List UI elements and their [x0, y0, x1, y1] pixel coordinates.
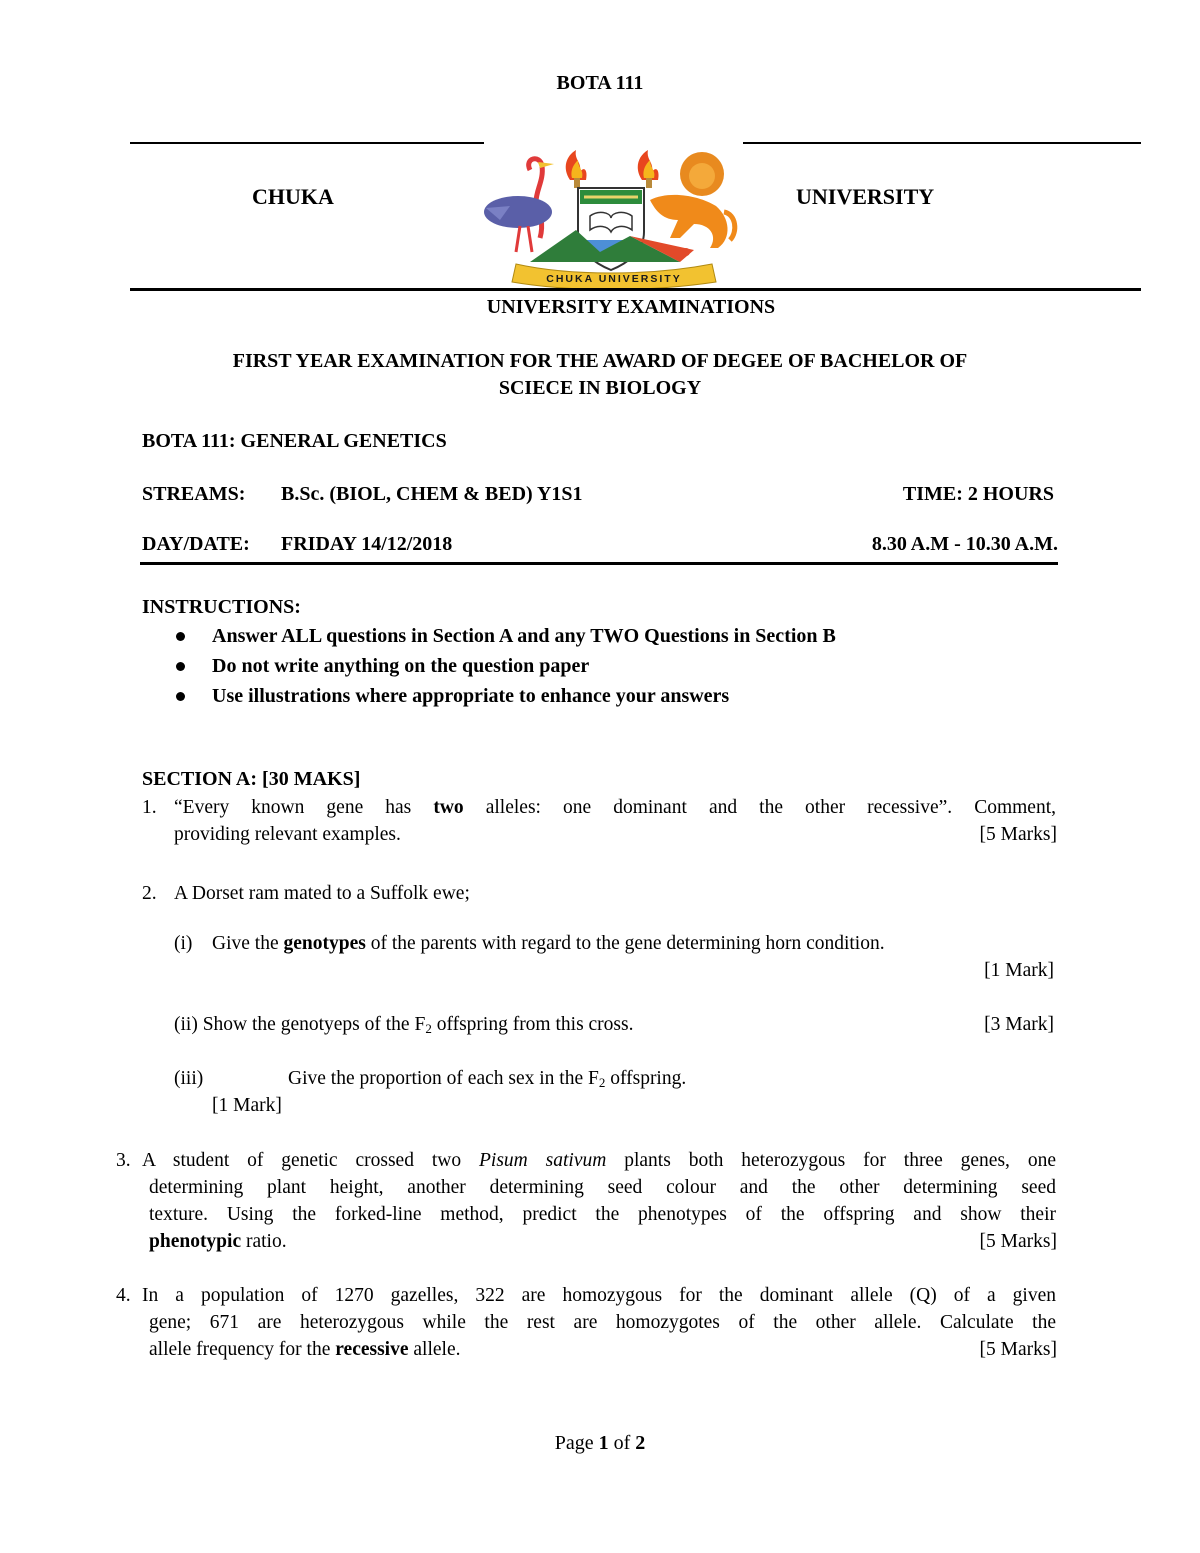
- instructions-heading: INSTRUCTIONS:: [142, 596, 301, 618]
- logo-ribbon-text: CHUKA UNIVERSITY: [546, 273, 682, 285]
- award-line-2: SCIECE IN BIOLOGY: [498, 377, 702, 399]
- question-2-stem: A Dorset ram mated to a Suffolk ewe;: [174, 883, 470, 904]
- question-1-marks: [5 Marks]: [979, 824, 1057, 845]
- question-4-line-3: allele frequency for the recessive allele.: [149, 1339, 461, 1360]
- exam-title: UNIVERSITY EXAMINATIONS: [486, 296, 776, 318]
- details-rule: [140, 562, 1058, 565]
- bullet-icon: [176, 632, 185, 641]
- bullet-icon: [176, 662, 185, 671]
- question-2i-number: (i): [174, 933, 193, 954]
- section-a-heading: SECTION A: [30 MAKS]: [142, 768, 361, 790]
- question-3-number: 3.: [116, 1150, 131, 1171]
- question-2-number: 2.: [142, 883, 157, 904]
- question-3-line-4: phenotypic ratio.: [149, 1231, 287, 1252]
- date-value: FRIDAY 14/12/2018: [281, 533, 453, 555]
- question-3-line-2: determining plant height, another determining seed colour and the other determining seed: [149, 1177, 1056, 1198]
- question-3-marks: [5 Marks]: [979, 1231, 1057, 1252]
- question-2i-marks: [1 Mark]: [984, 960, 1054, 981]
- question-4-line-1: In a population of 1270 gazelles, 322 are homozygous for the dominant allele (Q) of a given: [142, 1285, 1056, 1306]
- bullet-icon: [176, 692, 185, 701]
- course-code-header: BOTA 111: [556, 72, 644, 94]
- instruction-item: Use illustrations where appropriate to enhance your answers: [212, 685, 730, 707]
- question-2i-text: Give the genotypes of the parents with regard to the gene determining horn condition.: [212, 933, 885, 954]
- question-4-number: 4.: [116, 1285, 131, 1306]
- header-rule-left: [130, 142, 484, 144]
- question-2iii-text: Give the proportion of each sex in the $F_2$ offspring.: [288, 1068, 687, 1090]
- brand-left: CHUKA: [252, 184, 334, 209]
- question-4-marks: [5 Marks]: [979, 1339, 1057, 1360]
- question-4-line-2: gene; 671 are heterozygous while the rest are homozygotes of the other allele. Calculate the: [149, 1312, 1056, 1333]
- question-3-line-3: texture. Using the forked-line method, predict the phenotypes of the offspring and show their: [149, 1204, 1056, 1225]
- page-number: Page 1 of 2: [554, 1432, 646, 1454]
- university-crest-logo: [480, 140, 742, 288]
- streams-label: STREAMS:: [142, 483, 246, 505]
- instruction-item: Do not write anything on the question paper: [212, 655, 590, 677]
- brand-right: UNIVERSITY: [796, 184, 935, 209]
- exam-time-range: 8.30 A.M - 10.30 A.M.: [871, 533, 1058, 555]
- question-2iii-number: (iii): [174, 1068, 204, 1089]
- header-rule-bottom: [130, 288, 1141, 291]
- question-1-line-2: providing relevant examples.: [174, 824, 401, 845]
- question-2iii-marks: [1 Mark]: [212, 1095, 282, 1116]
- question-1-line-1: “Every known gene has two alleles: one dominant and the other recessive”. Comment,: [174, 797, 1056, 818]
- instruction-item: Answer ALL questions in Section A and any TWO Questions in Section B: [212, 625, 836, 647]
- question-2ii-marks: [3 Mark]: [984, 1014, 1054, 1035]
- streams-value: B.Sc. (BIOL, CHEM & BED) Y1S1: [281, 483, 583, 505]
- question-2ii-text: (ii) Show the genotyeps of the $F_2$ offspring from this cross.: [174, 1014, 634, 1036]
- question-3-line-1: A student of genetic crossed two Pisum sativum plants both heterozygous for three genes, one: [142, 1150, 1056, 1171]
- exam-duration: TIME: 2 HOURS: [902, 483, 1054, 505]
- date-label: DAY/DATE:: [142, 533, 250, 555]
- course-title: BOTA 111: GENERAL GENETICS: [142, 430, 447, 452]
- header-rule-right: [743, 142, 1141, 144]
- award-line-1: FIRST YEAR EXAMINATION FOR THE AWARD OF DEGEE OF BACHELOR OF: [232, 350, 968, 372]
- question-1-number: 1.: [142, 797, 157, 818]
